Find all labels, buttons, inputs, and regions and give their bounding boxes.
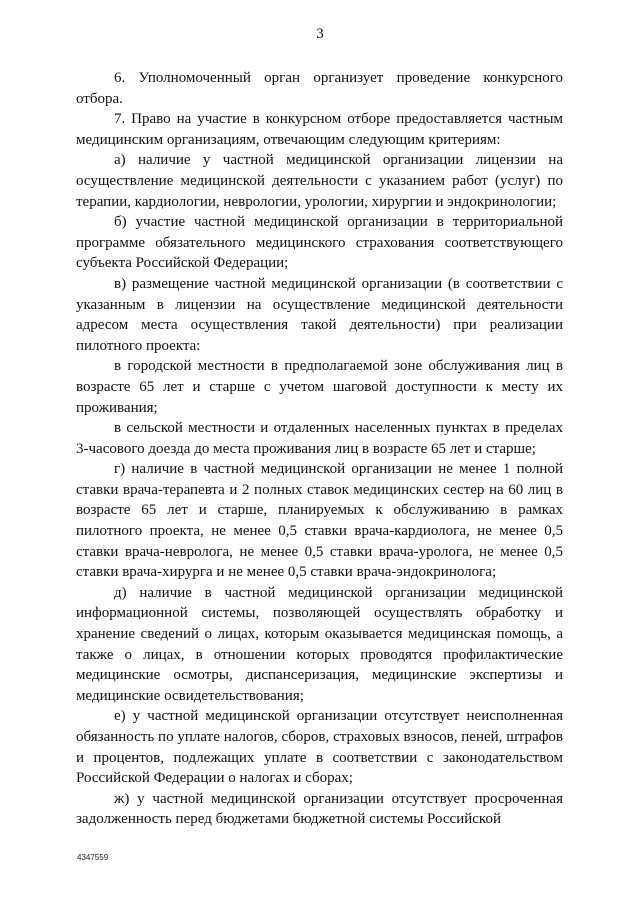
criterion-a: а) наличие у частной медицинской организации лицензии на осуществление медицинской деятельности с указанием работ (услуг) по терапии, кардиологии, неврологии, урологии, хирургии и эндокринологии; xyxy=(76,152,563,210)
document-body xyxy=(76,68,563,830)
page-number: 3 xyxy=(316,26,324,42)
document-code: 4347559 xyxy=(77,853,109,862)
paragraph-7: 7. Право на участие в конкурсном отборе предоставляется частным медицинским организациям, отвечающим следующим критериям: xyxy=(76,111,563,148)
criterion-g: г) наличие в частной медицинской организации не менее 1 полной ставки врача-терапевта и 2 полных ставок медицинских сестер на 60 лиц в возрасте 65 лет и старше, планируемых к обслуживанию в рамках пилотного проекта, не менее 0,5 ставки врача-кардиолога, не менее 0,5 ставки врача-невролога, не менее 0,5 ставки врача-уролога, не менее 0,5 ставки врача-хирурга и не менее 0,5 ставки врача-эндокринолога; xyxy=(76,461,563,581)
criterion-e: е) у частной медицинской организации отсутствует неисполненная обязанность по уплате налогов, сборов, страховых взносов, пеней, штрафов и процентов, подлежащих уплате в соответствии с законодательством Российской Федерации о налогах и сборах; xyxy=(76,708,563,787)
criterion-b: б) участие частной медицинской организации в территориальной программе обязательного медицинского страхования соответствующего субъекта Российской Федерации; xyxy=(76,214,563,272)
criterion-d: д) наличие в частной медицинской организации медицинской информационной системы, позволяющей осуществлять обработку и хранение сведений о лицах, которым оказывается медицинская помощь, а также о лицах, в отношении которых проводятся профилактические медицинские осмотры, диспансеризация, медицинские экспертизы и медицинские освидетельствования; xyxy=(76,584,563,704)
paragraph-6: 6. Уполномоченный орган организует проведение конкурсного отбора. xyxy=(76,70,563,107)
criterion-v: в) размещение частной медицинской организации (в соответствии с указанным в лицензии на осуществление медицинской деятельности адресом места осуществления такой деятельности) при реализации пилотного проекта: xyxy=(76,275,563,354)
criterion-v-urban: в городской местности в предполагаемой зоне обслуживания лиц в возрасте 65 лет и старше с учетом шаговой доступности к месту их проживания; xyxy=(76,358,563,416)
criterion-v-rural: в сельской местности и отдаленных населенных пунктах в пределах 3-часового доезда до места проживания лиц в возрасте 65 лет и старше; xyxy=(76,420,563,457)
criterion-zh: ж) у частной медицинской организации отсутствует просроченная задолженность перед бюджетами бюджетной системы Российской xyxy=(76,790,563,828)
